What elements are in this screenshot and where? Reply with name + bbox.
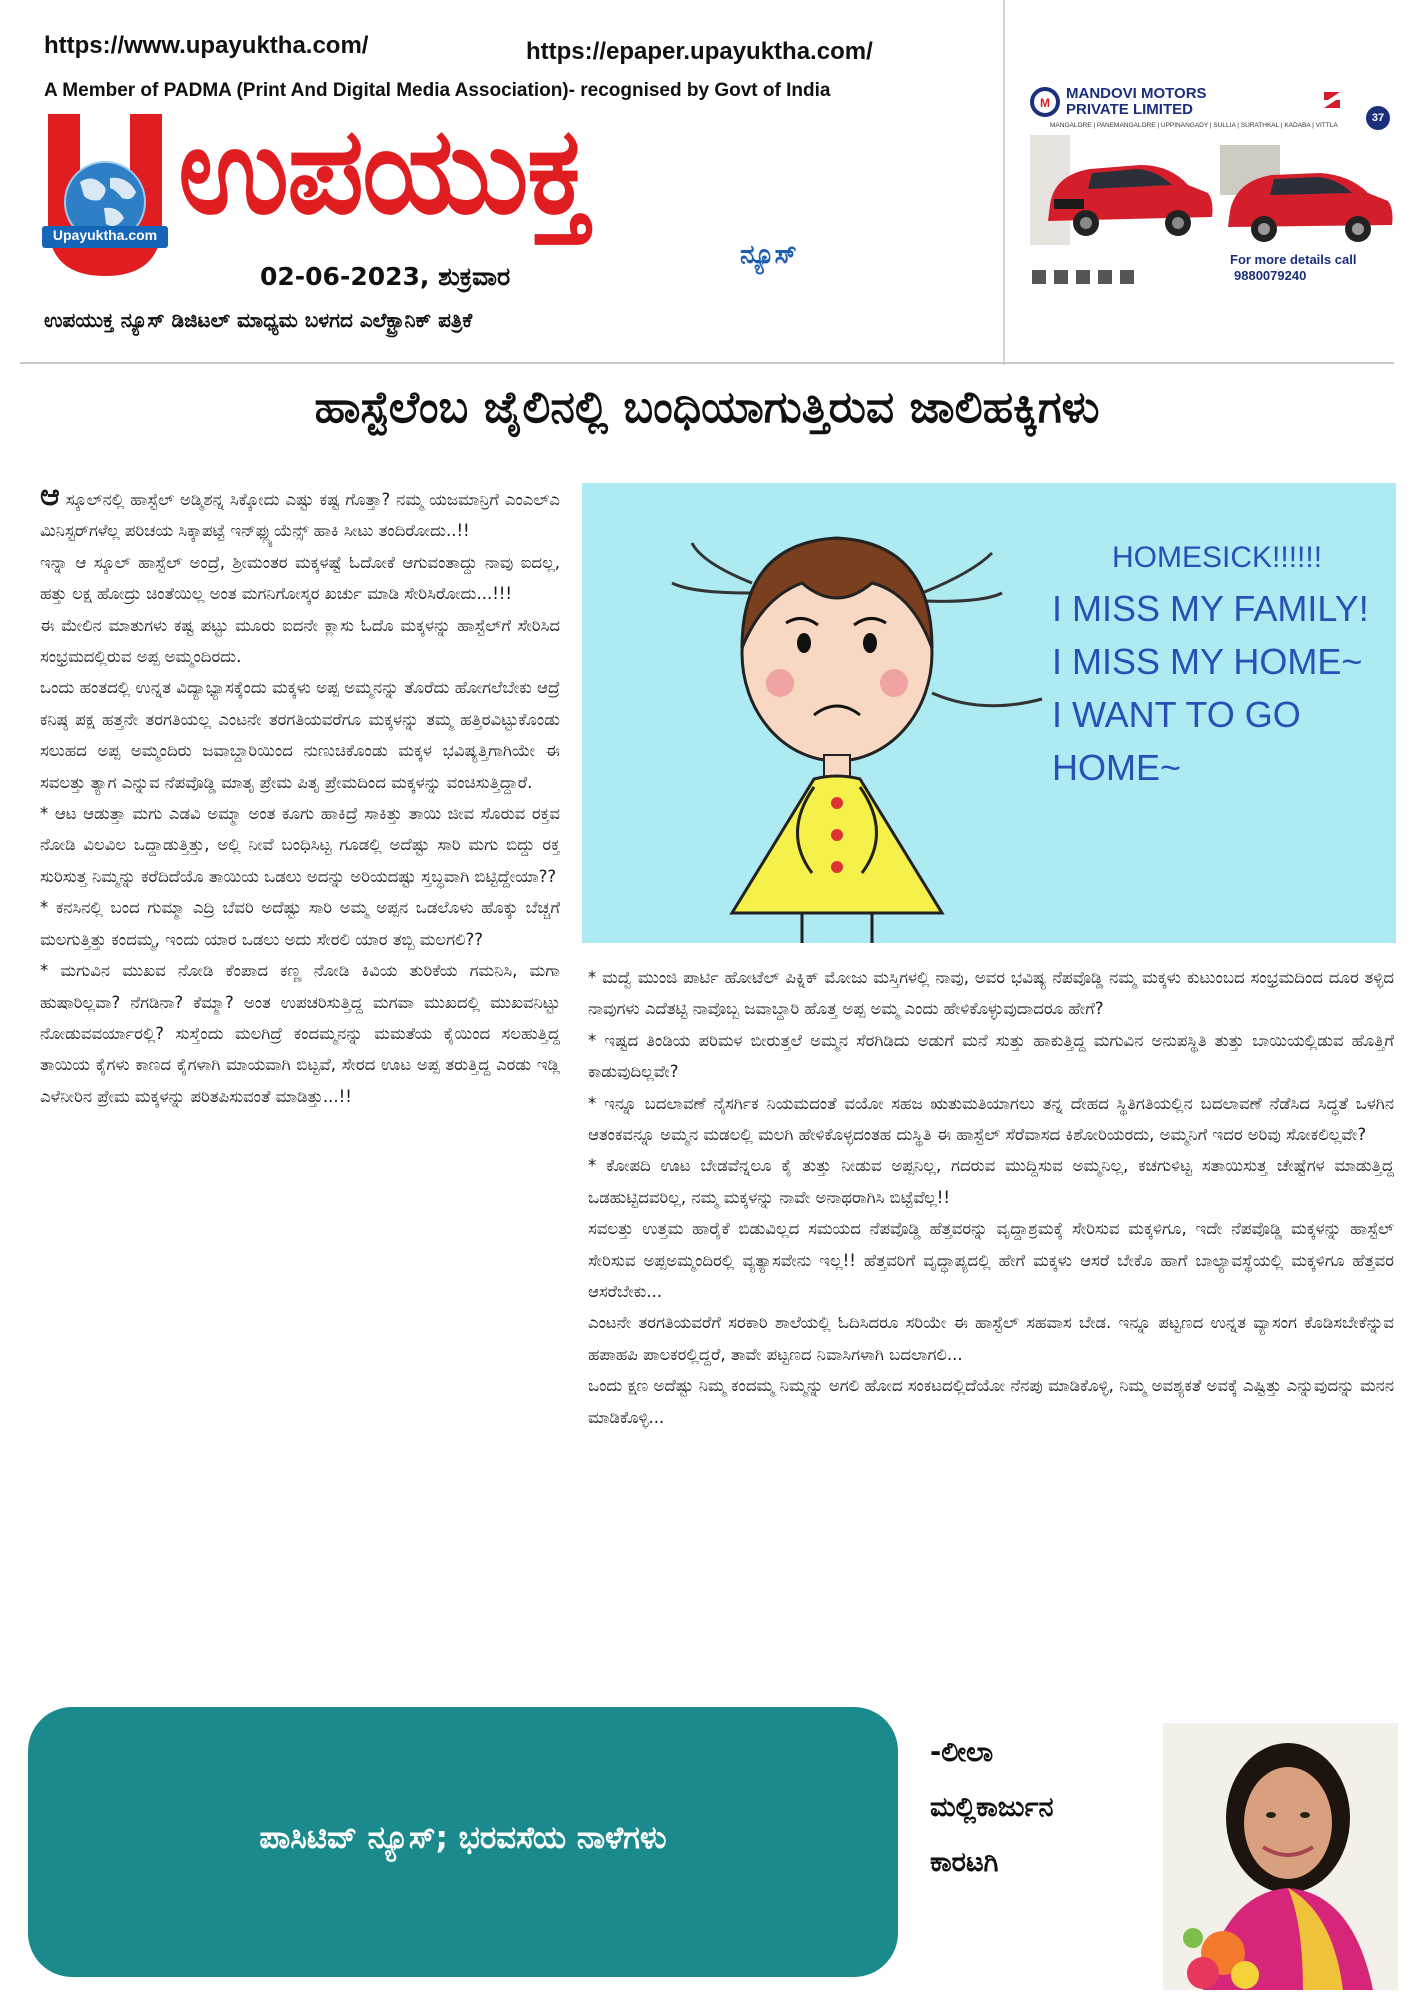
article-paragraph: * ಆಟ ಆಡುತ್ತಾ ಮಗು ಎಡವಿ ಅಮ್ಮಾ ಅಂತ ಕೂಗು ಹಾಕಿದ್ರೆ ಸಾಕಿತ್ತು ತಾಯಿ ಜೀವ ಸೊರುವ ರಕ್ತವ ನೋಡಿ ವಿಲವಿಲ ಒದ್ದಾಡುತ್ತಿತ್ತು, ಅಲ್ಲಿ ನೀವೆ ಬಂಧಿಸಿಟ್ಟ ಗೂಡಲ್ಲಿ ಅದೆಷ್ಟು ಸಾರಿ ಮಗು ಬಿದ್ದು ರಕ್ತ ಸುರಿಸುತ್ತ ನಿಮ್ಮನ್ನು ಕರೆದಿದೆಯೊ ತಾಯಿಯ ಒಡಲು ಅದನ್ನು ಅರಿಯದಷ್ಟು ಸ್ತಬ್ಧವಾಗಿ ಬಿಟ್ಟಿದ್ದೇಯಾ?? <box>40 804 560 886</box>
ad-cta: For more details call <box>1230 252 1357 267</box>
member-line: A Member of PADMA (Print And Digital Media Association)- recognised by Govt of India <box>44 80 831 101</box>
article-paragraph: * ಕೋಪದಿ ಊಟ ಬೇಡವೆನ್ನಲೂ ಕೈ ತುತ್ತು ನೀಡುವ ಅಪ್ಪನಿಲ್ಲ, ಗದರುವ ಮುದ್ದಿಸುವ ಅಮ್ಮನಿಲ್ಲ, ಕಚಗುಳಿಟ್ಟ ಸತಾಯಿಸುತ್ತ ಚೇಷ್ಟೆಗಳ ಮಾಡುತ್ತಿದ್ದ ಒಡಹುಟ್ಟಿದವರಿಲ್ಲ, ನಮ್ಮ ಮಕ್ಕಳನ್ನು ನಾವೇ ಅನಾಥರಾಗಿಸಿ ಬಿಟ್ಟೆವೆಲ್ಲ!! <box>588 1156 1394 1207</box>
article-paragraph: ಈ ಮೇಲಿನ ಮಾತುಗಳು ಕಷ್ಟ ಪಟ್ಟು ಮೂರು ಐದನೇ ಕ್ಲಾಸು ಓದೊ ಮಕ್ಕಳನ್ನು ಹಾಸ್ಟೆಲ್‌ಗೆ ಸೇರಿಸಿದ ಸಂಭ್ರಮದಲ್ಲಿರುವ ಅಪ್ಪ ಅಮ್ಮಂದಿರದು. <box>40 615 560 667</box>
suzuki-logo-icon <box>1320 88 1344 112</box>
mandovi-motors-ad[interactable] <box>1020 80 1400 330</box>
site-url[interactable]: https://www.upayuktha.com/ <box>44 32 369 59</box>
article-right-column <box>588 962 1394 1433</box>
tagline: ಉಪಯುಕ್ತ ನ್ಯೂಸ್ ಡಿಜಿಟಲ್ ಮಾಧ್ಯಮ ಬಳಗದ ಎಲೆಕ್ಟ್ರಾನಿಕ್ ಪತ್ರಿಕೆ <box>44 308 473 332</box>
illus-line: I WANT TO GO <box>1052 694 1301 735</box>
article-paragraph: ಒಂದು ಹಂತದಲ್ಲಿ ಉನ್ನತ ವಿದ್ಯಾಭ್ಯಾಸಕ್ಕೆಂದು ಮಕ್ಕಳು ಅಪ್ಪ ಅಮ್ಮನನ್ನು ತೊರೆದು ಹೋಗಲೆಬೇಕು ಆದ್ರೆ ಕನಿಷ್ಠ ಪಕ್ಷ ಹತ್ತನೇ ತರಗತಿಯಲ್ಲ ಎಂಟನೇ ತರಗತಿಯವರೆಗೂ ಮಕ್ಕಳನ್ನು ತಮ್ಮ ಹತ್ತಿರವಿಟ್ಟುಕೊಂಡು ಸಲುಹದ ಅಪ್ಪ ಅಮ್ಮಂದಿರು ಜವಾಬ್ದಾರಿಯಿಂದ ನುಣುಚಿಕೊಂಡು ಮಕ್ಕಳ ಭವಿಷ್ಯತ್ತಿಗಾಗಿಯೇ ಈ ಸವಲತ್ತು ತ್ಯಾಗ ಎನ್ನುವ ನೆಪವೊಡ್ಡಿ ಮಾತೃ ಪ್ರೇಮ ಪಿತೃ ಪ್ರೇಮದಿಂದ ಮಕ್ಕಳನ್ನು ವಂಚಿಸುತ್ತಿದ್ದಾರೆ. <box>40 678 560 792</box>
illus-line: I MISS MY FAMILY! <box>1052 588 1369 629</box>
illus-line: HOME~ <box>1052 747 1182 788</box>
article-left-column <box>40 480 560 1112</box>
upayuktha-logo: Upayuktha.com <box>40 110 170 280</box>
ad-branches: MANGALORE | PANEMANGALORE | UPPINANGADY | SULLIA | SURATHKAL | KADABA | VITTLA <box>1050 122 1338 129</box>
header-divider <box>20 362 1394 364</box>
ad-company-line2: PRIVATE LIMITED <box>1066 101 1193 118</box>
article-paragraph: ಇನ್ನಾ ಆ ಸ್ಕೂಲ್ ಹಾಸ್ಟೆಲ್ ಅಂದ್ರೆ, ಶ್ರೀಮಂತರ ಮಕ್ಕಳಷ್ಟೆ ಓದೋಕೆ ಆಗುವಂತಾದ್ದು ನಾವು ಐದಲ್ಲ, ಹತ್ತು ಲಕ್ಷ ಹೋದ್ರು ಚಿಂತೆಯಿಲ್ಲ ಅಂತ ಮಗನಿಗೋಸ್ಕರ ಖರ್ಚು ಮಾಡಿ ಸೇರಿಸಿರೋದು...!!! <box>40 552 560 604</box>
ad-phone[interactable]: 9880079240 <box>1234 268 1307 283</box>
article-paragraph: ಸವಲತ್ತು ಉತ್ತಮ ಹಾರೈಕೆ ಬಿಡುವಿಲ್ಲದ ಸಮಯದ ನೆಪವೊಡ್ಡಿ ಹೆತ್ತವರನ್ನು ವೃದ್ದಾಶ್ರಮಕ್ಕೆ ಸೇರಿಸುವ ಮಕ್ಕಳಿಗೂ, ಇದೇ ನೆಪವೊಡ್ಡಿ ಮಕ್ಕಳನ್ನು ಹಾಸ್ಟೆಲ್ ಸೇರಿಸುವ ಅಪ್ಪಅಮ್ಮಂದಿರಲ್ಲಿ ವ್ಯತ್ಯಾಸವೇನು ಇಲ್ಲ!! ಹೆತ್ತವರಿಗೆ ವೃದ್ಧಾಪ್ಯದಲ್ಲಿ ಹೇಗೆ ಮಕ್ಕಳು ಆಸರೆ ಬೇಕೊ ಹಾಗೆ ಬಾಲ್ಯಾವಸ್ಥೆಯಲ್ಲಿ ಮಕ್ಕಳಿಗೂ ಹೆತ್ತವರ ಆಸರೆಬೇಕು... <box>588 1219 1394 1302</box>
brand-sub: ನ್ಯೂಸ್ <box>740 240 797 270</box>
drop-cap: ಆ <box>40 478 60 513</box>
article-paragraph: * ಇಷ್ಟದ ತಿಂಡಿಯ ಪರಿಮಳ ಬೀರುತ್ತಲೆ ಅಮ್ಮನ ಸೆರಗಿಡಿದು ಅಡುಗೆ ಮನೆ ಸುತ್ತು ಹಾಕುತ್ತಿದ್ದ ಮಗುವಿನ ಅನುಪಸ್ಥಿತಿ ತುತ್ತು ಬಾಯಿಯಲ್ಲಿಡುವ ಹೊತ್ತಿಗೆ ಕಾಡುವುದಿಲ್ಲವೇ? <box>588 1030 1394 1082</box>
car-red-2-icon <box>1220 145 1395 250</box>
article-headline: ಹಾಸ್ಟೆಲೆಂಬ ಜೈಲಿನಲ್ಲಿ ಬಂಧಿಯಾಗುತ್ತಿರುವ ಜಾಲಿಹಕ್ಕಿಗಳು <box>314 382 1100 433</box>
car-red-1-icon <box>1030 135 1215 245</box>
article-paragraph: * ಇನ್ನೂ ಬದಲಾವಣೆ ನೈಸರ್ಗಿಕ ನಿಯಮದಂತೆ ವಯೋ ಸಹಜ ಋತುಮತಿಯಾಗಲು ತನ್ನ ದೇಹದ ಸ್ಥಿತಿಗತಿಯಲ್ಲಿನ ಬದಲಾವಣೆ ನೆಡೆಸಿದ ಸಿದ್ಧತೆ ಒಳಗಿನ ಆತಂಕವನ್ನೂ ಅಮ್ಮನ ಮಡಲಲ್ಲಿ ಮಲಗಿ ಹೇಳಿಕೊಳ್ಳದಂತಹ ದುಸ್ಥಿತಿ ಈ ಹಾಸ್ಟೆಲ್ ಸೆರೆವಾಸದ ಕಿಶೋರಿಯರದು, ಅಮ್ಮನಿಗೆ ಇದರ ಅರಿವು ಸೋಕಲಿಲ್ಲವೇ? <box>588 1093 1394 1145</box>
svg-text:M: M <box>1040 96 1050 110</box>
author-photo <box>1163 1723 1398 1990</box>
edition-date: 02-06-2023, ಶುಕ್ರವಾರ <box>260 262 511 291</box>
article-paragraph: * ಮದ್ವೆ ಮುಂಜಿ ಪಾರ್ಟಿ ಹೋಟೆಲ್ ಪಿಕ್ನಿಕ್ ಮೋಜು ಮಸ್ತಿಗಳಲ್ಲಿ ನಾವು, ಅವರ ಭವಿಷ್ಯ ನೆಪವೊಡ್ಡಿ ನಮ್ಮ ಮಕ್ಕಳು ಕುಟುಂಬದ ಸಂಭ್ರಮದಿಂದ ದೂರ ತಳ್ಳಿದ ನಾವುಗಳು ಎದೆತಟ್ಟಿ ನಾವೊಬ್ಬ ಜವಾಬ್ದಾರಿ ಹೊತ್ತ ಅಪ್ಪ ಅಮ್ಮ ಎಂದು ಹೇಳಿಕೊಳ್ಳುವುದಾದರೂ ಹೇಗೆ? <box>588 968 1394 1019</box>
article-paragraph: ಎಂಟನೇ ತರಗತಿಯವರೆಗೆ ಸರಕಾರಿ ಶಾಲೆಯಲ್ಲಿ ಓದಿಸಿದರೂ ಸರಿಯೇ ಈ ಹಾಸ್ಟೆಲ್ ಸಹವಾಸ ಬೇಡ. ಇನ್ನೂ ಪಟ್ಟಣದ ಉನ್ನತ ವ್ಯಾಸಂಗ ಕೊಡಿಸಬೇಕೆನ್ನುವ ಹಪಾಹಪಿ ಪಾಲಕರಲ್ಲಿದ್ದರೆ, ತಾವೇ ಪಟ್ಟಣದ ನಿವಾಸಿಗಳಾಗಿ ಬದಲಾಗಲಿ... <box>588 1313 1394 1364</box>
homesick-illustration <box>582 483 1396 943</box>
brand-name: ಉಪಯುಕ್ತ <box>178 102 589 241</box>
article-paragraph: * ಮಗುವಿನ ಮುಖವ ನೋಡಿ ಕೆಂಪಾದ ಕಣ್ಣ ನೋಡಿ ಕಿವಿಯ ತುರಿಕೆಯ ಗಮನಿಸಿ, ಮಗಾ ಹುಷಾರಿಲ್ಲವಾ? ನೆಗಡಿನಾ? ಕೆಮ್ಮಾ? ಅಂತ ಉಪಚರಿಸುತ್ತಿದ್ದ ಮಗವಾ ಮುಖದಲ್ಲಿ ಮುಖವನಿಟ್ಟು ನೋಡುವವರ್ಯಾರಲ್ಲಿ? ಸುಸ್ತೆಂದು ಮಲಗಿದ್ರೆ ಕಂದಮ್ಮನನ್ನು ಮಮತೆಯ ಕೈಯಿಂದ ಸಲಹುತ್ತಿದ್ದ ತಾಯಿಯ ಕೈಗಳು ಕಾಣದ ಕೈಗಳಾಗಿ ಮಾಯವಾಗಿ ಬಿಟ್ಟವೆ, ಸೇರದ ಊಟ ಅಪ್ಪ ತರುತ್ತಿದ್ದ ಎರಡು ಇಡ್ಲಿ ಎಳೆನೀರಿನ ಪ್ರೇಮ ಮಕ್ಕಳನ್ನು ಪರಿತಪಿಸುವಂತೆ ಮಾಡಿತ್ತು...!! <box>40 961 560 1106</box>
ad-company-line1: MANDOVI MOTORS <box>1066 85 1207 102</box>
author-line: ಮಲ್ಲಿಕಾರ್ಜುನ <box>930 1792 1054 1823</box>
mandovi-logo-icon <box>1028 85 1062 119</box>
positive-news-text: ಪಾಸಿಟಿವ್ ನ್ಯೂಸ್; ಭರವಸೆಯ ನಾಳೆಗಳು <box>259 1820 667 1856</box>
article-paragraph: * ಕನಸಿನಲ್ಲಿ ಬಂದ ಗುಮ್ಮಾ ಎದ್ರಿ ಬೆವರಿ ಅದೆಷ್ಟು ಸಾರಿ ಅಮ್ಮ ಅಪ್ಪನ ಒಡಲೊಳು ಹೊಕ್ಕು ಬೆಚ್ಚಗೆ ಮಲಗುತ್ತಿತ್ತು ಕಂದಮ್ಮ, ಇಂದು ಯಾರ ಒಡಲು ಅದು ಸೇರಲಿ ಯಾರ ತಬ್ಬಿ ಮಲಗಲಿ?? <box>40 898 560 949</box>
article-paragraph: ಆ ಸ್ಕೂಲ್‌ನಲ್ಲಿ ಹಾಸ್ಟೆಲ್ ಅಡ್ಮಿಶನ್ನ ಸಿಕ್ಕೋದು ಎಷ್ಟು ಕಷ್ಟ ಗೊತ್ತಾ? ನಮ್ಮ ಯಜಮಾನ್ರಿಗೆ ಎಂಎಲ್‌ಎ ಮಿನಿಸ್ಟರ್‌ಗಳೆಲ್ಲ ಪರಿಚಯ ಸಿಕ್ಕಾಪಟ್ಟೆ ಇನ್‌ಫ್ಲ್ಯುಯೆನ್ಸ್ ಹಾಕಿ ಸೀಟು ತಂದಿರೋದು..!! <box>40 478 560 541</box>
author-byline <box>930 1725 1054 1890</box>
illus-line: HOMESICK!!!!!! <box>1112 541 1323 574</box>
anniversary-badge: 37 <box>1366 106 1390 130</box>
article-paragraph: ಒಂದು ಕ್ಷಣ ಅದೆಷ್ಟು ನಿಮ್ಮ ಕಂದಮ್ಮ ನಿಮ್ಮನ್ನು ಅಗಲಿ ಹೋದ ಸಂಕಟದಲ್ಲಿದೆಯೋ ನೆನಪು ಮಾಡಿಕೊಳ್ಳಿ, ನಿಮ್ಮ ಅವಶ್ಯಕತೆ ಅವಕ್ಕೆ ಎಷ್ಟಿತ್ತು ಎನ್ನುವುದನ್ನು ಮನನ ಮಾಡಿಕೊಳ್ಳಿ... <box>588 1376 1394 1427</box>
illus-line: I MISS MY HOME~ <box>1052 641 1363 682</box>
author-line: ಕಾರಟಗಿ <box>930 1847 999 1878</box>
masthead-divider <box>1003 0 1005 365</box>
epaper-url[interactable]: https://epaper.upayuktha.com/ <box>526 38 873 65</box>
author-line: -ಲೀಲಾ <box>930 1737 994 1768</box>
ad-qr-codes <box>1032 260 1162 308</box>
